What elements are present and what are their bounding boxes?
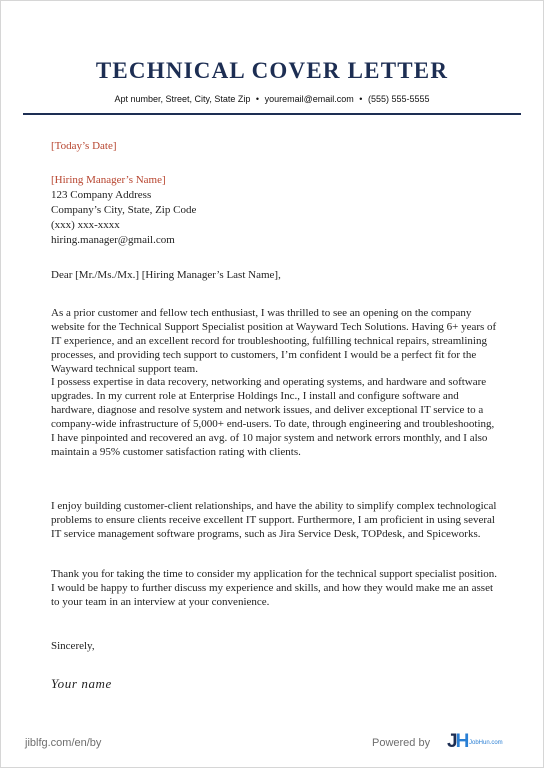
footer-url: jiblfg.com/en/by <box>25 737 102 749</box>
body-paragraph-4: Thank you for taking the time to consider my application for the technical support specialist position. I would be happy to further discuss my experience and skills, and how they would make me an asset to your team in an interview at your convenience. <box>51 568 498 608</box>
company-address: 123 Company Address <box>51 189 152 201</box>
logo-mark-icon: JH <box>447 731 468 752</box>
logo-name: JobHun.com <box>469 740 503 746</box>
powered-by-label: Powered by <box>372 737 431 749</box>
contact-separator: • <box>359 94 363 104</box>
signature: Your name <box>51 676 112 691</box>
company-email: hiring.manager@gmail.com <box>51 234 175 246</box>
contact-email: youremail@email.com <box>264 94 354 104</box>
contact-address: Apt number, Street, City, State Zip <box>114 94 251 104</box>
recipient-name: [Hiring Manager’s Name] <box>51 174 166 186</box>
contact-line <box>0 94 544 104</box>
salutation: Dear [Mr./Ms./Mx.] [Hiring Manager’s Last Name], <box>51 269 281 281</box>
contact-separator: • <box>255 94 260 104</box>
header-divider <box>23 113 521 115</box>
document-title: TECHNICAL COVER LETTER <box>95 58 449 83</box>
letter-date: [Today’s Date] <box>51 140 117 152</box>
jobhun-logo <box>447 731 517 753</box>
body-paragraph-1: As a prior customer and fellow tech enthusiast, I was thrilled to see an opening on the company website for the Technical Support Specialist position at Wayward Tech Solutions. Having 6+ years of IT experience, and an excellent record for troubleshooting, fulfilling technical repairs, streamlining processes, and providing tech support to customers, I’m confident I would be a perfect fit for the Wayward technical support team. <box>51 307 497 375</box>
contact-phone: (555) 555-5555 <box>367 94 430 104</box>
recipient-address-block <box>51 173 497 248</box>
closing: Sincerely, <box>51 640 95 652</box>
company-phone: (xxx) xxx-xxxx <box>51 219 120 231</box>
company-city: Company’s City, State, Zip Code <box>51 204 197 216</box>
body-paragraph-3: I enjoy building customer-client relationships, and have the ability to simplify complex technological problems to ensure clients receive excellent IT support. Furthermore, I am proficient in using several IT service management software programs, such as Jira Service Desk, TOPdesk, and Spiceworks. <box>51 500 497 540</box>
body-paragraph-2: I possess expertise in data recovery, networking and operating systems, and hardware and software upgrades. In my current role at Enterprise Holdings Inc., I install and configure software and hardware, diagnose and resolve system and network issues, and deliver exceptional IT service to a company-wide infrastructure of 5,000+ end-users. To date, through engineering and troubleshooting, I have pinpointed and recovered an avg. of 10 major system and network errors monthly, and I also maintain a 95% customer satisfaction rating with clients. <box>51 376 495 458</box>
